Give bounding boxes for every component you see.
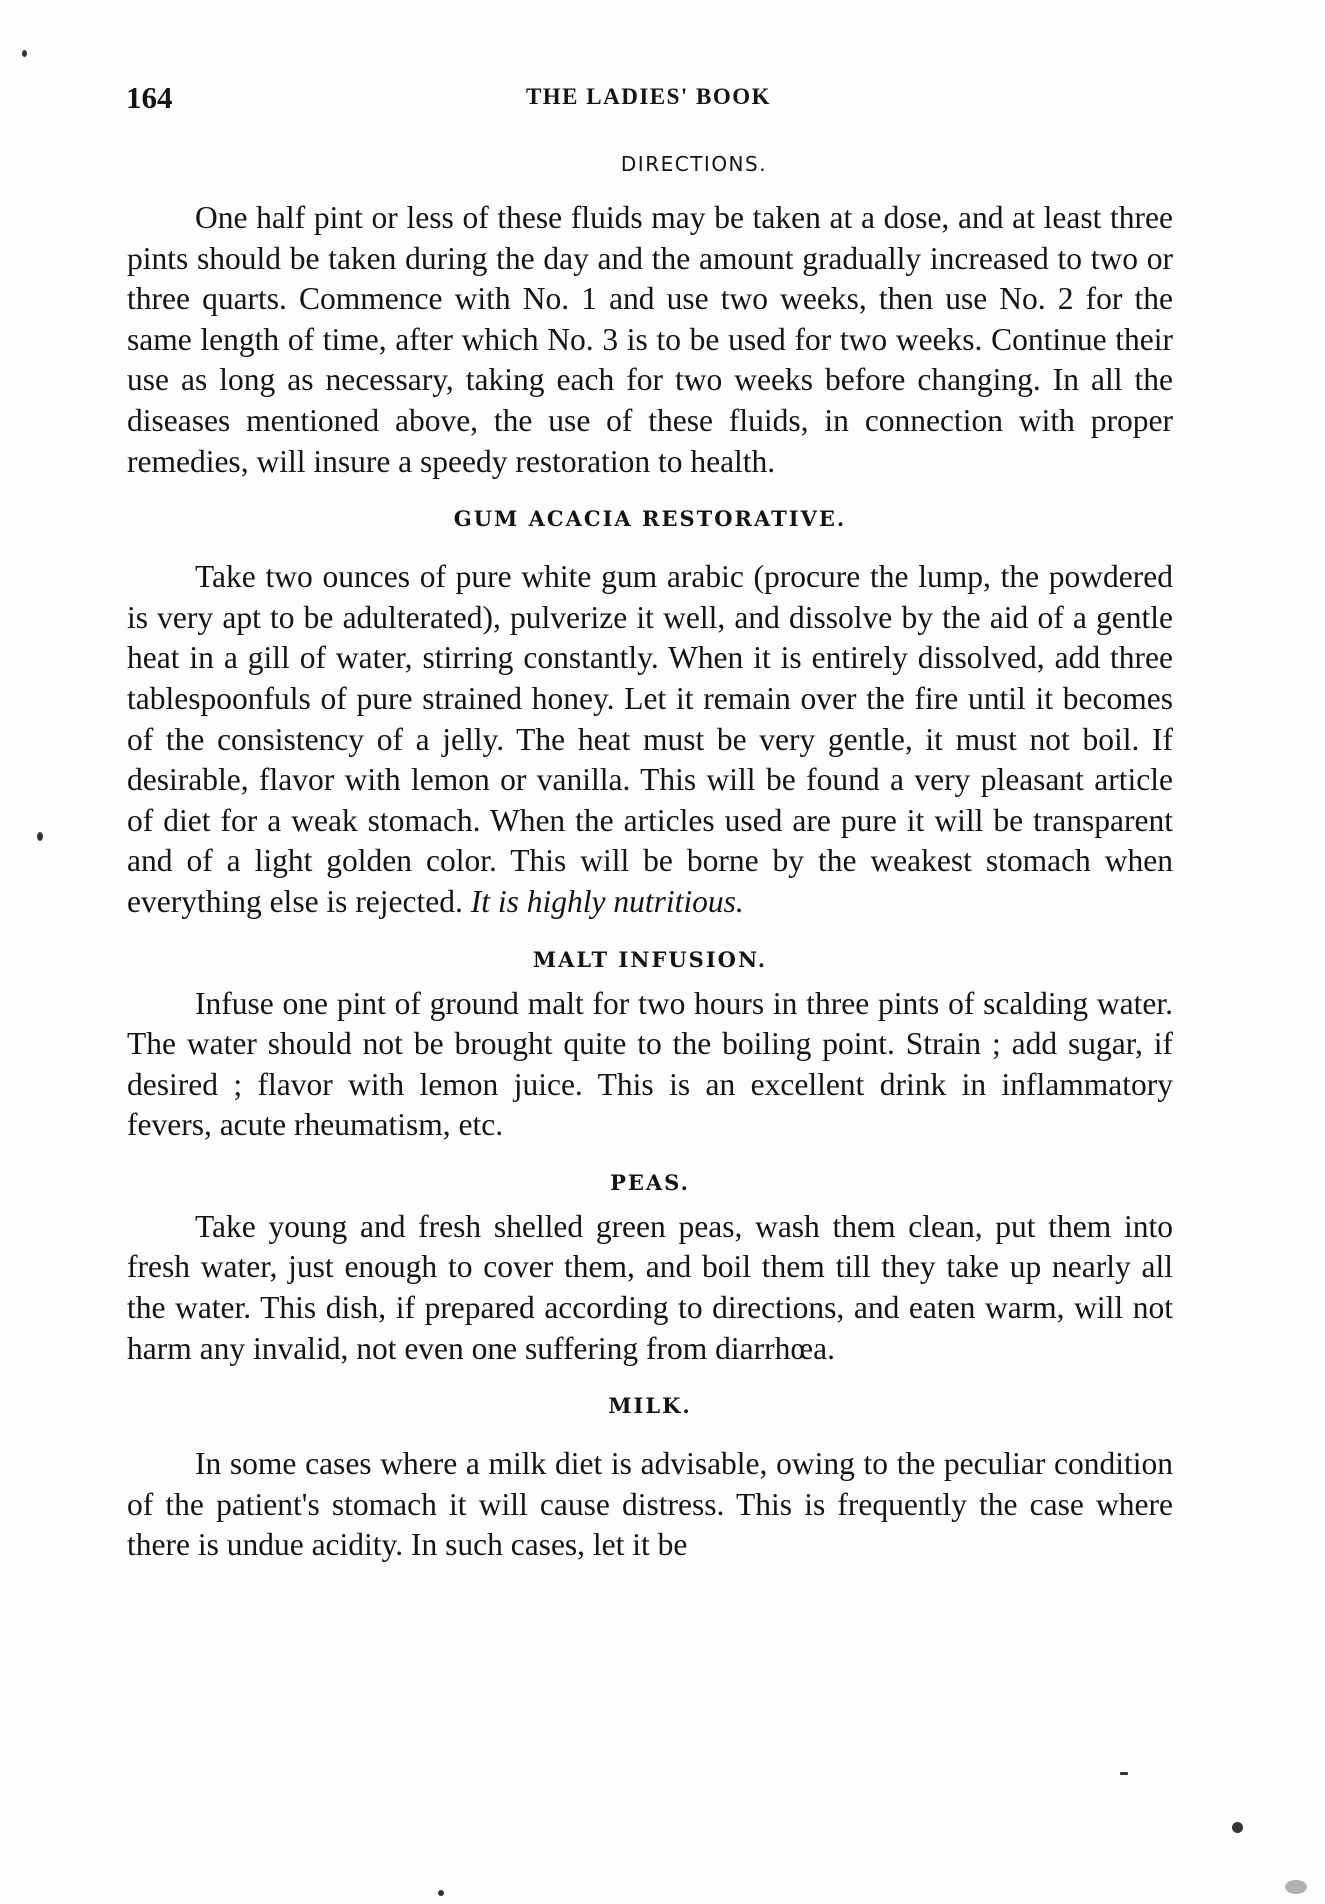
section-heading-peas: PEAS.: [610, 1169, 690, 1195]
running-head: [126, 80, 1171, 120]
book-title: THE LADIES' BOOK: [525, 84, 772, 109]
section-heading-malt-infusion: MALT INFUSION.: [532, 946, 768, 972]
paragraph-directions: One half pint or less of these fluids may be taken at a dose, and at least three pints should be taken during the day and the amount gradually increased to two or three quarts. Commence with No. 1 and use two weeks, then use No. 2 for the same length of time, after which No. 3 is to be used for two weeks. Continue their use as long as necessary, taking each for two weeks before changing. In all the diseases mentioned above, the use of these fluids, in connection with proper remedies, will insure a speedy restoration to health.: [127, 200, 1173, 479]
paragraph-malt-infusion: Infuse one pint of ground malt for two hours in three pints of scalding water. The water should not be brought quite to the boiling point. Strain ; add sugar, if desired ; flavor with lemon juice. This is an excellent drink in inflammatory fevers, acute rheumatism, etc.: [127, 985, 1173, 1143]
paragraph-peas: Take young and fresh shelled green peas, wash them clean, put them into fresh water, just enough to cover them, and boil them till they take up nearly all the water. This dish, if prepared according to directions, and eaten warm, will not harm any invalid, not even one suffering from diarrhœa.: [127, 1208, 1173, 1366]
page-number: 164: [126, 80, 173, 115]
scan-speck: [1232, 1822, 1243, 1833]
paragraph-milk: In some cases where a milk diet is advisable, owing to the peculiar condition of the patient's stomach it will cause distress. This is frequently the case where there is undue acidity. In such cases, let it be: [127, 1446, 1173, 1563]
paragraph-gum-acacia: [127, 557, 1173, 922]
emphasis-nutritious: It is highly nutritious.: [470, 883, 744, 919]
scan-speck: [22, 50, 27, 57]
scan-speck: [37, 832, 43, 841]
scan-speck: [438, 1890, 444, 1896]
section-heading-milk: MILK.: [608, 1393, 692, 1419]
paragraph-gum-acacia-text: Take two ounces of pure white gum arabic (procure the lump, the powdered is very apt to be adulterated), pulverize it well, and dissolve by the aid of a gentle heat in a gill of water, stirring constantly. When it is entirely dissolved, add three tablespoonfuls of pure strained honey. Let it remain over the fire until it becomes of the consistency of a jelly. The heat must be very gentle, it must not boil. If desirable, flavor with lemon or vanilla. This will be found a very pleasant article of diet for a weak stomach. When the articles used are pure it will be transparent and of a light golden color. This will be borne by the weakest stomach when everything else is rejected.: [127, 559, 1173, 919]
section-heading-directions: DIRECTIONS.: [620, 152, 768, 176]
section-heading-gum-acacia: GUM ACACIA RESTORATIVE.: [453, 506, 847, 532]
scan-speck: [1120, 1772, 1128, 1775]
page-body: [127, 152, 1173, 1566]
scan-speck: [1285, 1880, 1307, 1894]
